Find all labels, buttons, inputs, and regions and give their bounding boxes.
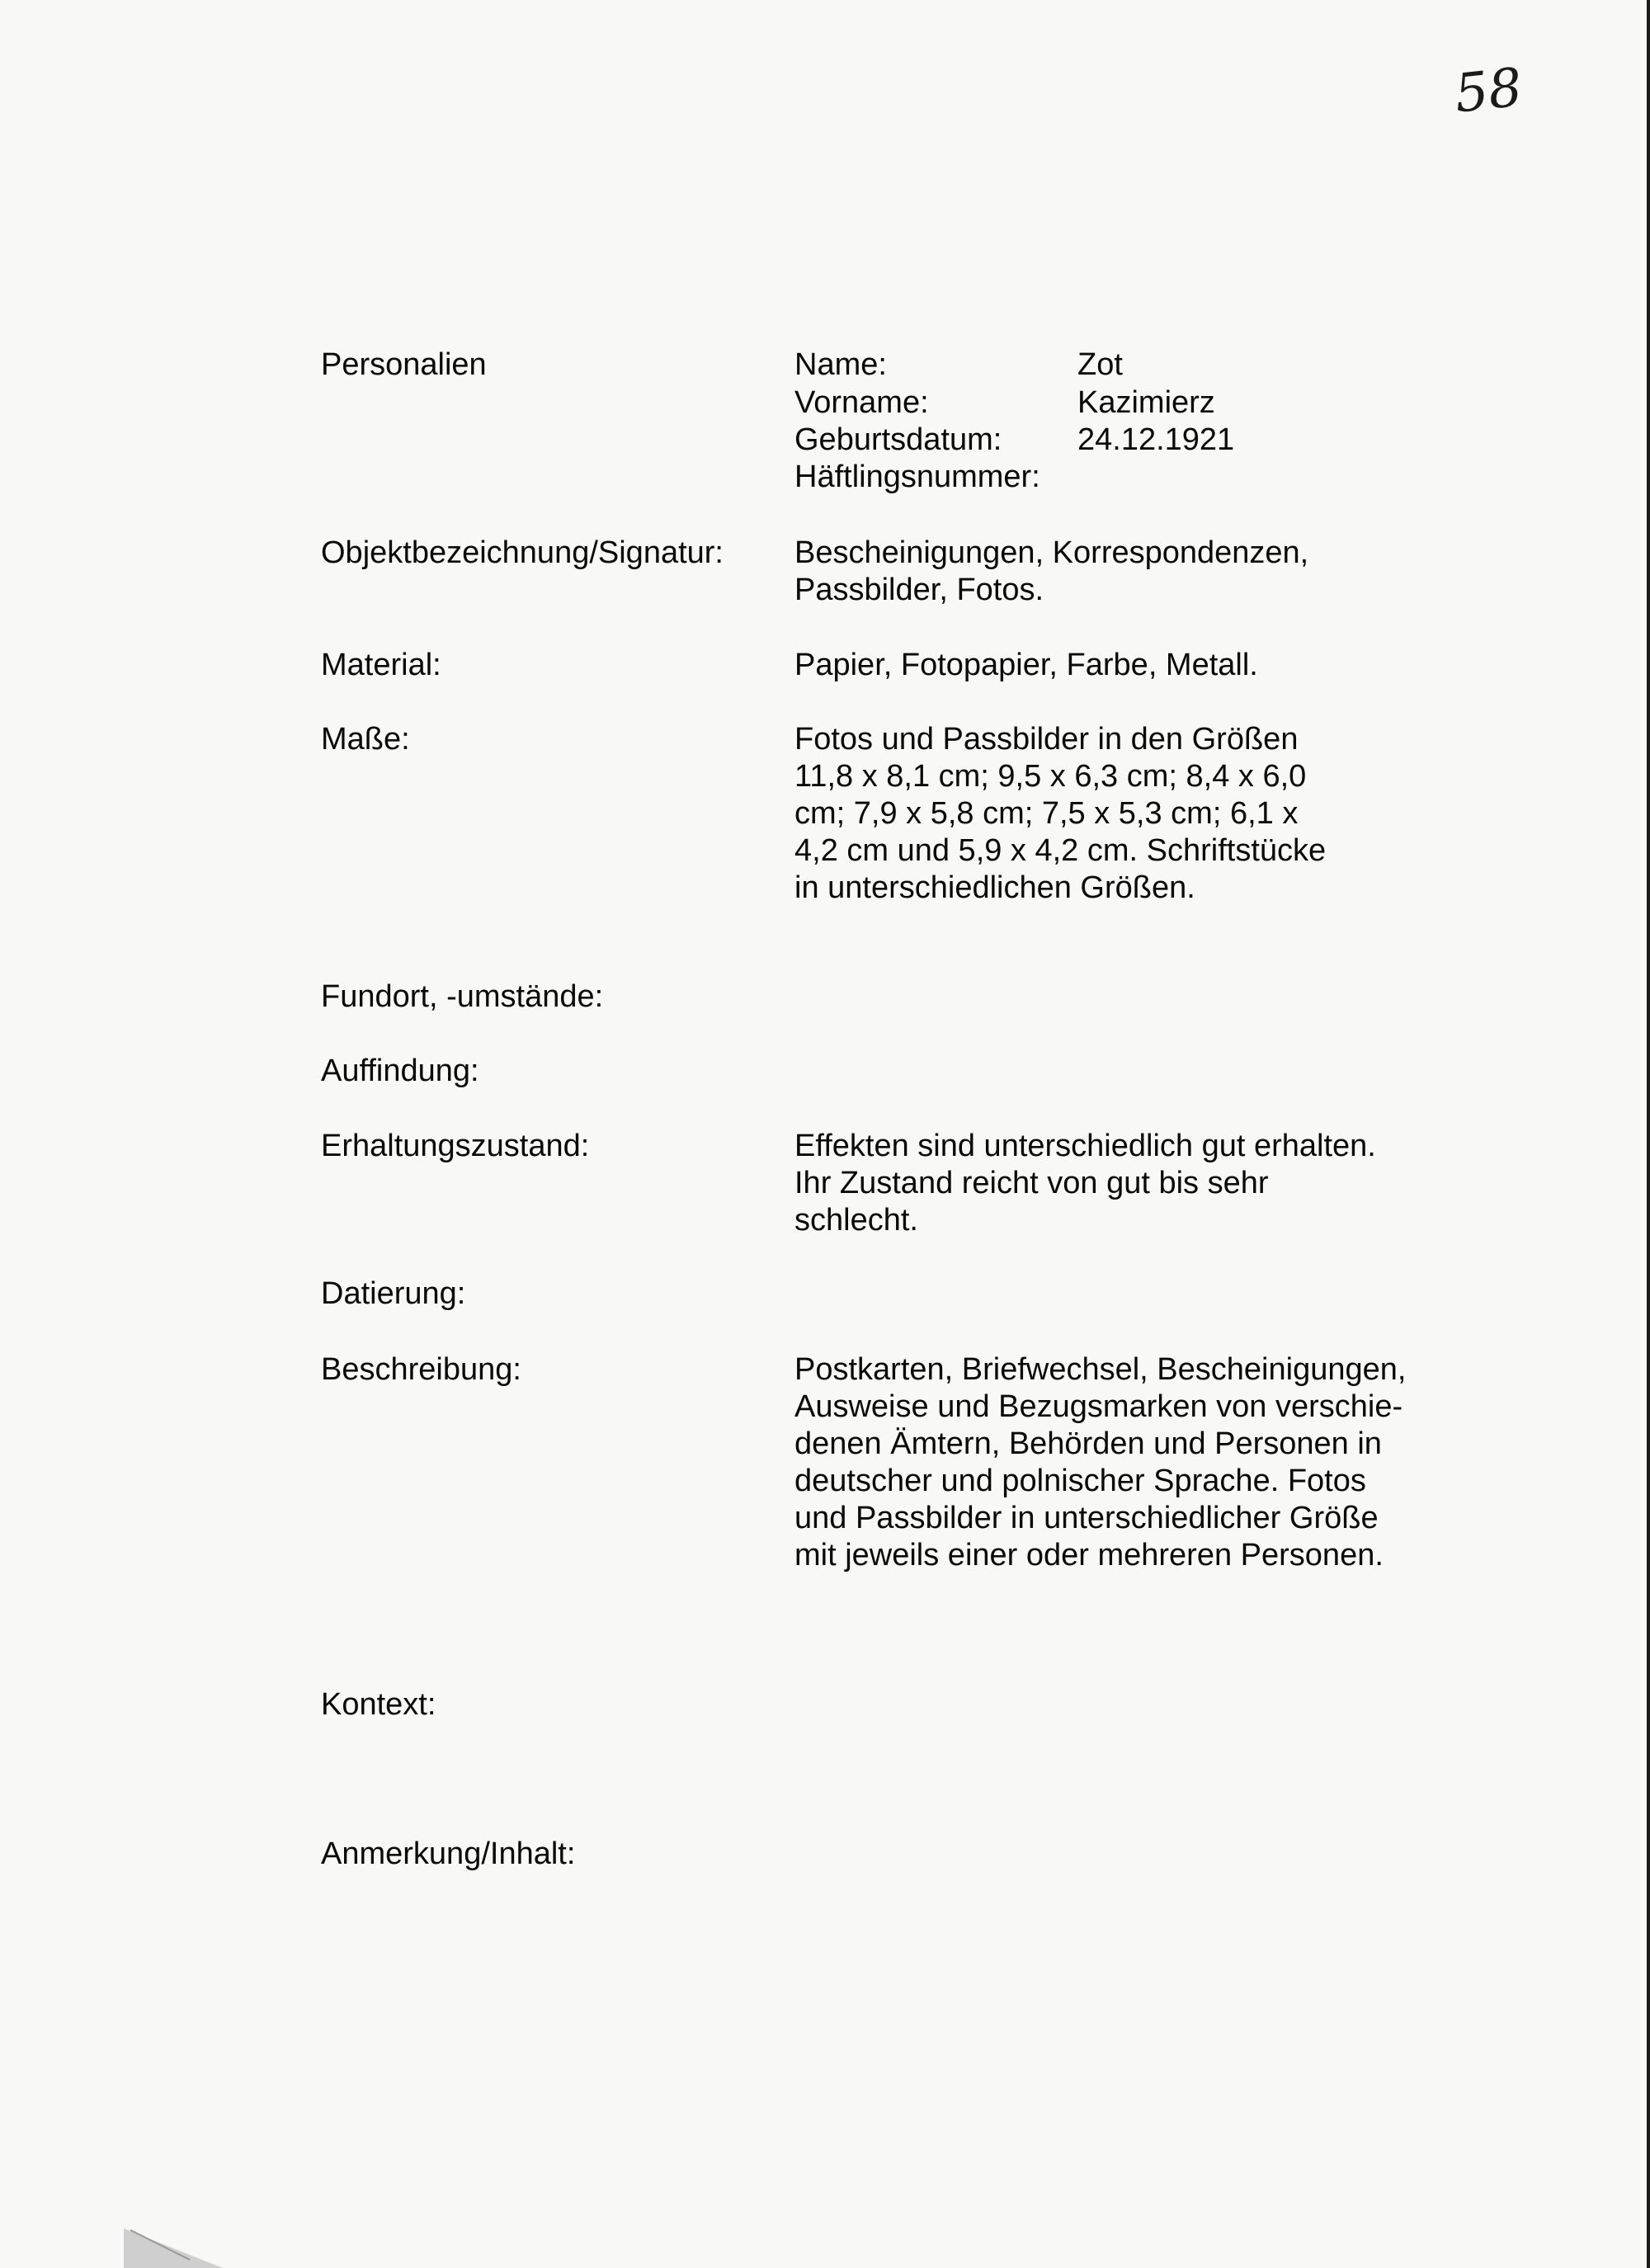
name-label: Name: [794,347,887,382]
vorname-value: Kazimierz [1077,385,1215,420]
objekt-label: Objektbezeichnung/Signatur: [321,535,724,570]
haeftlingsnummer-label: Häftlingsnummer: [794,460,1040,494]
masse-label: Maße: [321,722,410,757]
beschreibung-value: Postkarten, Briefwechsel, Bescheinigungen, Ausweise und Bezugsmarken von verschie- denen Ämtern, Behörden und Personen in deutscher und polnischer Sprache. Fotos und Passbilder in unterschiedlicher Größe mit jeweils einer oder mehreren Personen. [794,1352,1407,1573]
scan-corner-mark [124,2218,223,2268]
material-label: Material: [321,648,441,682]
erhaltungszustand-value: Effekten sind unterschiedlich gut erhalten. Ihr Zustand reicht von gut bis sehr schlecht. [794,1129,1376,1238]
geburtsdatum-value: 24.12.1921 [1077,422,1235,457]
handwritten-page-number: 58 [1451,57,1525,125]
datierung-label: Datierung: [321,1276,466,1311]
objekt-value: Bescheinigungen, Korrespondenzen, Passbilder, Fotos. [794,535,1309,607]
scan-edge [1647,0,1650,2268]
material-value: Papier, Fotopapier, Farbe, Metall. [794,648,1258,682]
masse-value: Fotos und Passbilder in den Größen 11,8 x 8,1 cm; 9,5 x 6,3 cm; 8,4 x 6,0 cm; 7,9 x 5,8 cm; 7,5 x 5,3 cm; 6,1 x 4,2 cm und 5,9 x 4,2 cm. Schriftstücke in unterschiedlichen Größen. [794,722,1327,905]
auffindung-label: Auffindung: [321,1054,479,1088]
erhaltungszustand-label: Erhaltungszustand: [321,1129,590,1163]
personalien-label: Personalien [321,347,487,382]
anmerkung-label: Anmerkung/Inhalt: [321,1837,576,1871]
fundort-label: Fundort, -umstände: [321,979,604,1014]
geburtsdatum-label: Geburtsdatum: [794,422,1002,457]
beschreibung-label: Beschreibung: [321,1352,521,1387]
vorname-label: Vorname: [794,385,929,420]
kontext-label: Kontext: [321,1687,436,1722]
name-value: Zot [1077,347,1123,382]
